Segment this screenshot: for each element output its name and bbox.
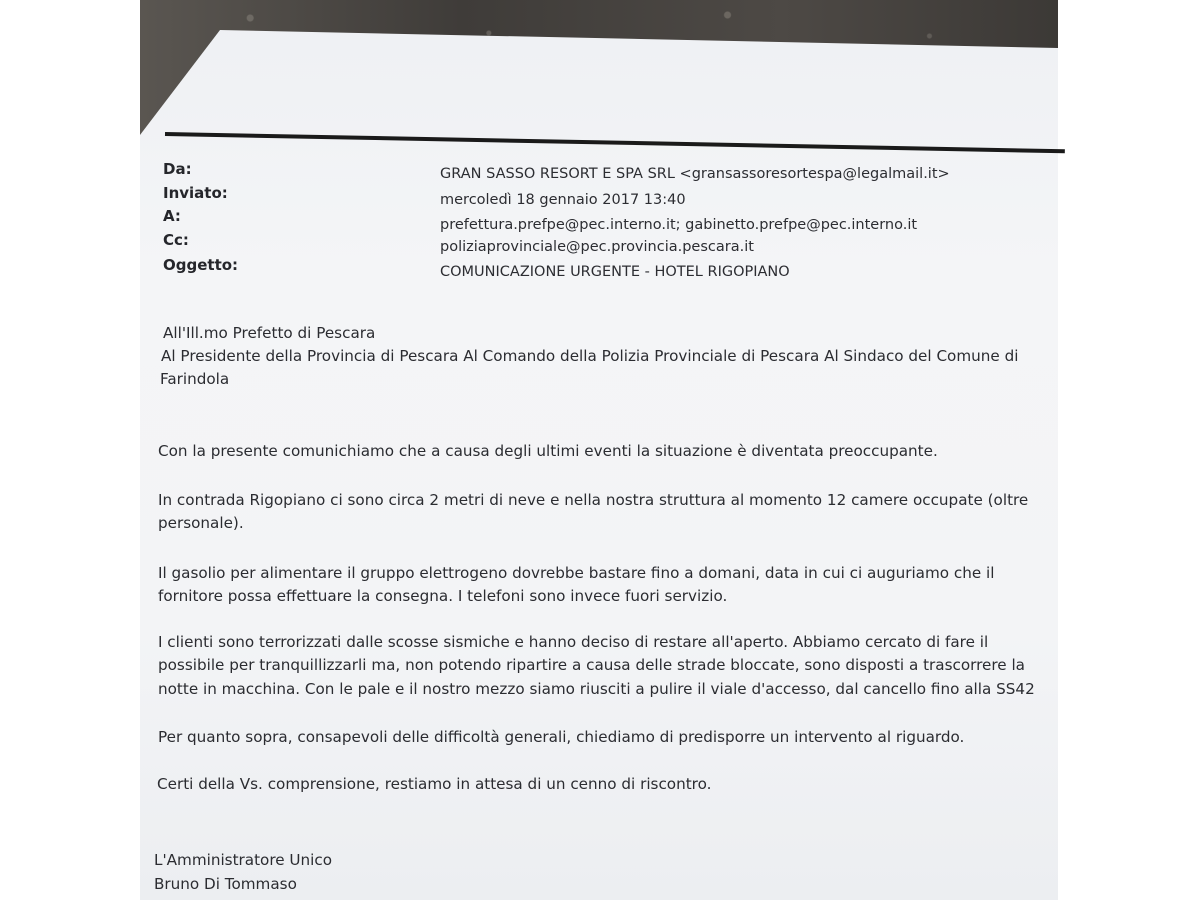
body-paragraph-5-line-1: Per quanto sopra, consapevoli delle difficoltà generali, chiediamo di predisporre un intervento al riguardo. [158, 728, 965, 746]
cc-label: Cc: [163, 231, 189, 249]
body-paragraph-3-line-1: Il gasolio per alimentare il gruppo elettrogeno dovrebbe bastare fino a domani, data in cui ci auguriamo che il [158, 564, 995, 582]
sent-label: Inviato: [163, 184, 228, 202]
body-paragraph-3-line-2: fornitore possa effettuare la consegna. I telefoni sono invece fuori servizio. [158, 587, 728, 605]
cc-value: poliziaprovinciale@pec.provincia.pescara.it [440, 239, 754, 255]
recipient-line-1: All'Ill.mo Prefetto di Pescara [163, 324, 376, 342]
body-paragraph-2-line-2: personale). [158, 514, 244, 532]
body-paragraph-6-line-1: Certi della Vs. comprensione, restiamo in attesa di un cenno di riscontro. [157, 775, 712, 793]
body-paragraph-4-line-3: notte in macchina. Con le pale e il nostro mezzo siamo riusciti a pulire il viale d'accesso, dal cancello fino alla SS42 [158, 680, 1035, 698]
body-paragraph-4-line-1: I clienti sono terrorizzati dalle scosse sismiche e hanno deciso di restare all'aperto. Abbiamo cercato di fare il [158, 633, 989, 651]
body-paragraph-1-line-1: Con la presente comunichiamo che a causa degli ultimi eventi la situazione è diventata preoccupante. [158, 442, 938, 460]
signature-role: L'Amministratore Unico [154, 851, 333, 869]
body-paragraph-2-line-1: In contrada Rigopiano ci sono circa 2 metri di neve e nella nostra struttura al momento 12 camere occupate (oltre [158, 491, 1029, 509]
recipient-line-3: Farindola [160, 370, 230, 388]
from-label: Da: [163, 160, 192, 178]
from-value: GRAN SASSO RESORT E SPA SRL <gransassoresortespa@legalmail.it> [440, 166, 950, 182]
body-paragraph-4-line-2: possibile per tranquillizzarli ma, non potendo ripartire a causa delle strade bloccate, sono disposti a trascorrere la [158, 656, 1025, 674]
to-label: A: [163, 207, 181, 225]
sent-value: mercoledì 18 gennaio 2017 13:40 [440, 192, 686, 208]
recipient-line-2: Al Presidente della Provincia di Pescara Al Comando della Polizia Provinciale di Pescara Al Sindaco del Comune di [161, 347, 1019, 365]
subject-label: Oggetto: [163, 256, 239, 274]
signature-name: Bruno Di Tommaso [154, 875, 297, 893]
to-value: prefettura.prefpe@pec.interno.it; gabinetto.prefpe@pec.interno.it [440, 217, 918, 233]
subject-value: COMUNICAZIONE URGENTE - HOTEL RIGOPIANO [440, 264, 790, 280]
